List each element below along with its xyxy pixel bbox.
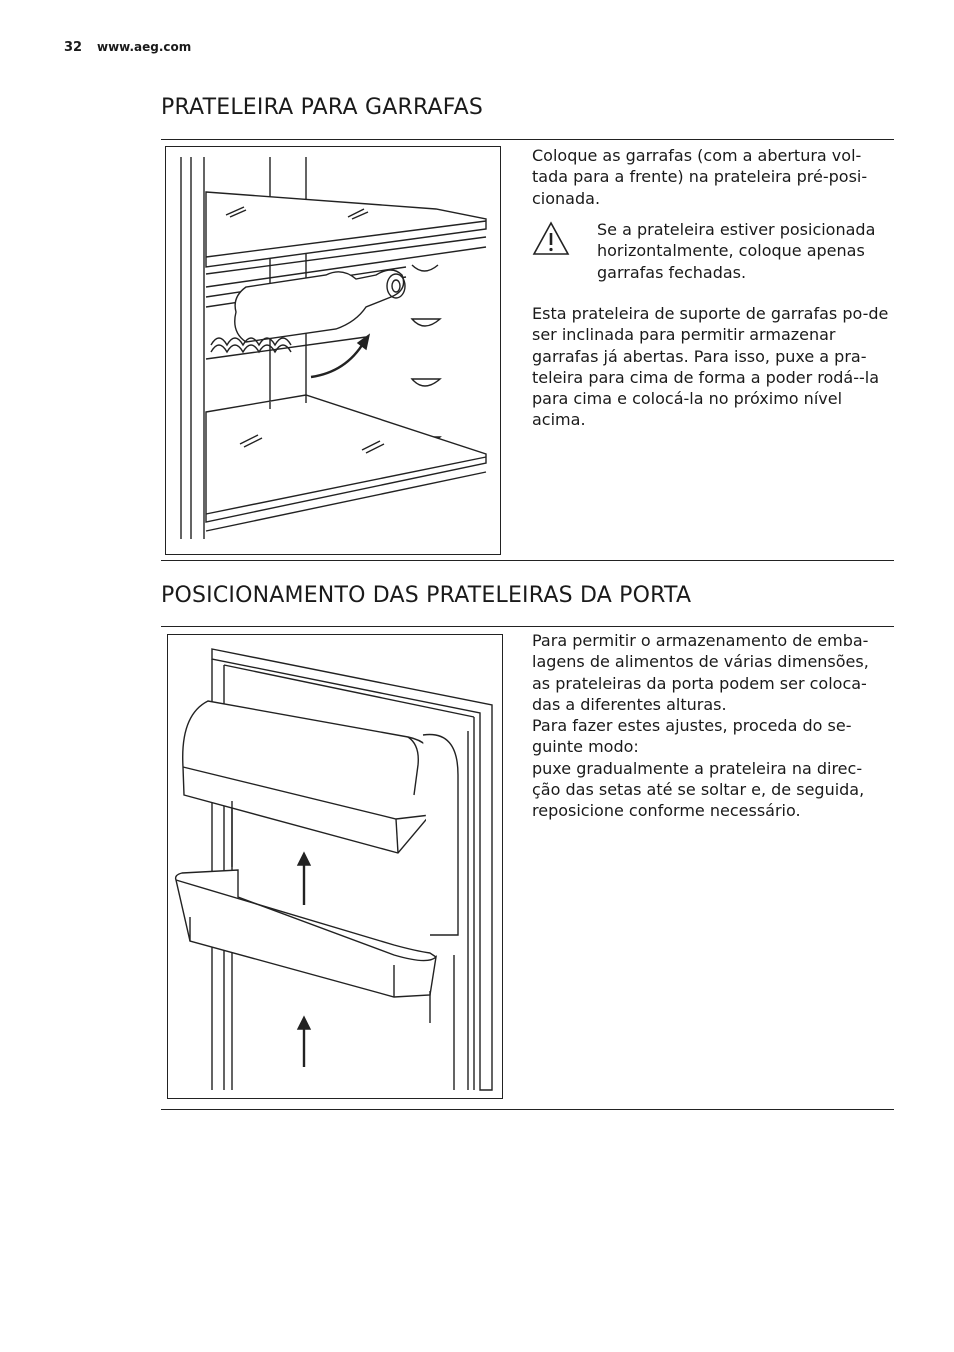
- body-line: puxe gradualmente a prateleira na direc-: [532, 758, 863, 778]
- body-line: reposicione conforme necessário.: [532, 801, 801, 821]
- warning-triangle-icon: [532, 221, 570, 257]
- body-line: lagens de alimentos de várias dimensões,: [532, 652, 869, 672]
- door-shelves-body: [532, 630, 892, 822]
- bottle-shelf-body: Esta prateleira de suporte de garrafas po-de ser inclinada para permitir armazenar garrafas já abertas. Para isso, puxe a pra-teleira para cima de forma a poder rodá--la para cima e colocá-la no próximo nível acima.: [532, 304, 889, 430]
- bottle-shelf-intro: Coloque as garrafas (com a abertura vol-tada para a frente) na prateleira pré-posi-cionada.: [532, 146, 868, 208]
- body-line: Para fazer estes ajustes, proceda do se-: [532, 716, 852, 736]
- body-line: das a diferentes alturas.: [532, 694, 727, 714]
- section-divider: [161, 1109, 894, 1110]
- bottle-shelf-illustration: [165, 146, 501, 555]
- warning-text: Se a prateleira estiver posicionada horizontalmente, coloque apenas garrafas fechadas.: [597, 220, 876, 282]
- section-title-door-shelves: POSICIONAMENTO DAS PRATELEIRAS DA PORTA: [161, 583, 692, 608]
- section-divider: [161, 560, 894, 561]
- section-divider: [161, 626, 894, 627]
- body-line: ção das setas até se soltar e, de seguida,: [532, 780, 865, 800]
- door-shelves-illustration: [167, 634, 503, 1099]
- body-line: guinte modo:: [532, 737, 639, 757]
- body-line: Para permitir o armazenamento de emba-: [532, 631, 869, 650]
- body-line: as prateleiras da porta podem ser coloca-: [532, 673, 867, 693]
- page-number: 32: [64, 40, 83, 55]
- section-divider: [161, 139, 894, 140]
- site-url[interactable]: www.aeg.com: [97, 40, 192, 54]
- section-title-bottle-shelf: PRATELEIRA PARA GARRAFAS: [161, 95, 484, 120]
